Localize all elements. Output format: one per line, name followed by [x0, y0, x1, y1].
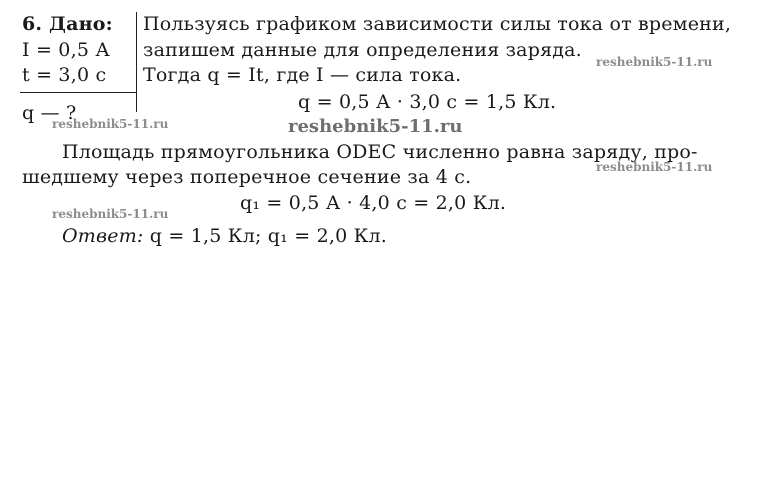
watermark: reshebnik5-11.ru — [596, 160, 713, 174]
given-time: t = 3,0 с — [22, 64, 107, 86]
paragraph-2-line-2: шедшему через поперечное сечение за 4 с. — [22, 166, 472, 188]
given-current: I = 0,5 А — [22, 39, 110, 61]
answer-label: Ответ: — [62, 225, 144, 247]
given-horizontal-rule — [20, 92, 136, 93]
watermark: reshebnik5-11.ru — [596, 55, 713, 69]
watermark-large: reshebnik5-11.ru — [288, 116, 463, 137]
answer-line — [62, 227, 387, 246]
formula-charge-4s: q₁ = 0,5 А · 4,0 с = 2,0 Кл. — [240, 192, 507, 214]
given-vertical-rule — [136, 12, 137, 112]
watermark: reshebnik5-11.ru — [52, 117, 169, 131]
solution-line-2: запишем данные для определения заряда. — [143, 39, 582, 61]
watermark: reshebnik5-11.ru — [52, 207, 169, 221]
find-quantity: q — ? — [22, 102, 77, 124]
answer-text: q = 1,5 Кл; q₁ = 2,0 Кл. — [149, 225, 388, 247]
formula-charge: q = 0,5 А · 3,0 с = 1,5 Кл. — [298, 91, 557, 113]
solution-line-1: Пользуясь графиком зависимости силы тока от времени, — [143, 13, 732, 35]
paragraph-2-line-1: Площадь прямоугольника ODEC численно равна заряду, про- — [62, 141, 698, 163]
problem-label: 6. Дано: — [22, 13, 113, 35]
solution-line-3: Тогда q = It, где I — сила тока. — [143, 64, 462, 86]
